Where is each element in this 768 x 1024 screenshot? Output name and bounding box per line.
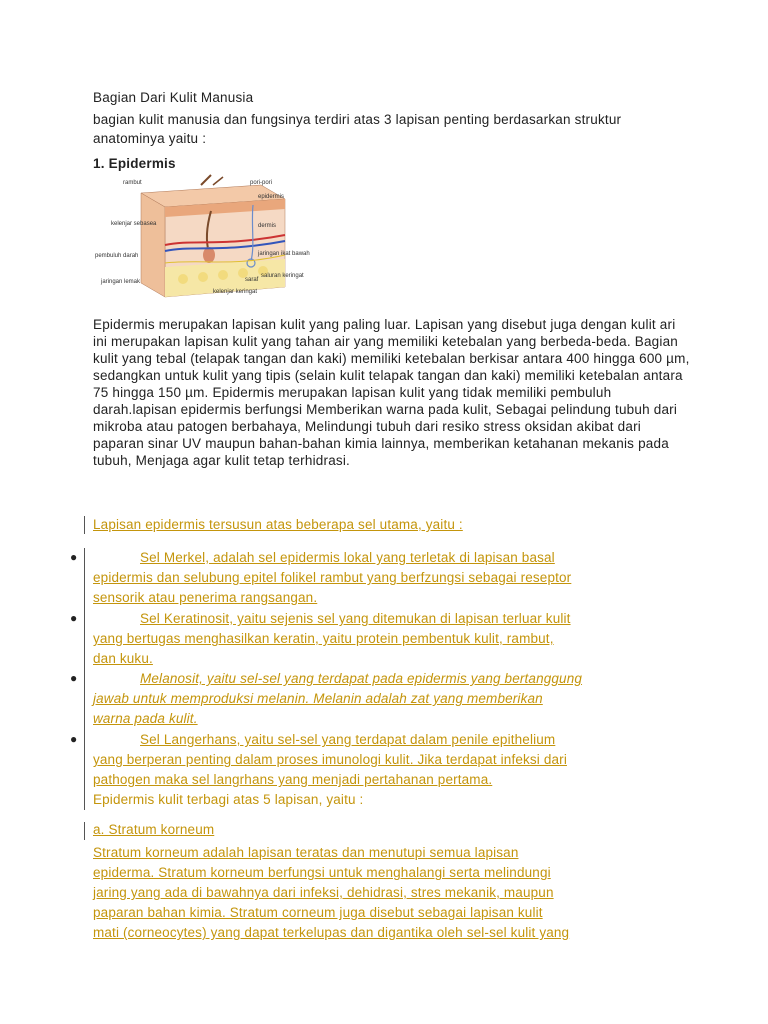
label-epidermis: epidermis [258, 194, 285, 200]
list-item-merkel[interactable]: Sel Merkel, adalah sel epidermis lokal yang terletak di lapisan basal epidermis dan selubung epitel folikel rambut yang berfzungsi sebagai reseptor sensorik atau penerima rangsangan. [93, 550, 572, 605]
label-kelenjar-keringat: kelenjar keringat [213, 289, 258, 295]
label-saraf: saraf [245, 277, 259, 283]
list-bar [84, 548, 85, 810]
epidermis-paragraph: Epidermis merupakan lapisan kulit yang paling luar. Lapisan yang disebut juga dengan kulit ari ini merupakan lapisan kulit yang tahan air yang memiliki ketebalan yang berbeda-beda. Bagian kulit yang tebal (telapak tangan dan kaki) memiliki ketebalan berkisar antara 400 hingga 600 µm, sedangkan untuk kulit yang tipis (selain kulit telapak tangan dan kaki) memiliki ketebalan antara 75 hingga 150 µm. Epidermis merupakan lapisan kulit yang tidak memiliki pembuluh darah.lapisan epidermis berfungsi Memberikan warna pada kulit, Sebagai pelindung tubuh dari mikroba atau patogen berbahaya, Melindungi tubuh dari resiko stress oksidan akibat dari paparan sinar UV maupun bahan-bahan kimia lainnya, memberikan ketahanan mekanis pada tubuh, Menjaga agar kulit tetap terhidrasi. [93, 317, 690, 468]
cells-intro-link[interactable]: Lapisan epidermis tersusun atas beberapa sel utama, yaitu : [93, 517, 463, 532]
label-dermis: dermis [258, 223, 277, 229]
bullet-dot: ● [70, 732, 78, 746]
bullet-dot: ● [70, 550, 78, 564]
list-item-keratinosit[interactable]: Sel Keratinosit, yaitu sejenis sel yang ditemukan di lapisan terluar kulit yang bertugas menghasilkan keratin, yaitu protein pembentuk kulit, rambut, dan kuku. [93, 611, 571, 666]
bullet-dot: ● [70, 611, 78, 625]
stratum-korneum-heading[interactable]: a. Stratum korneum [93, 822, 215, 837]
quote-bar [84, 516, 85, 534]
skin-diagram [93, 175, 310, 303]
stratum-korneum-paragraph[interactable]: Stratum korneum adalah lapisan teratas dan menutupi semua lapisan epiderma. Stratum korneum berfungsi untuk menghalangi serta melindungi jaring yang ada di bawahnya dari infeksi, dehidrasi, stres mekanik, maupun paparan bahan kimia. Stratum corneum juga disebut sebagai lapisan kulit mati (corneocytes) yang dapat terkelupas dan digantika oleh sel-sel kulit yang [93, 845, 570, 940]
bullet-dot: ● [70, 671, 78, 685]
section-heading-epidermis: 1. Epidermis [93, 156, 176, 171]
label-jaringan-ikat-bawah: jaringan ikat bawah [258, 251, 310, 257]
label-kelenjar-sebasea: kelenjar sebasea [111, 221, 157, 227]
document-title: Bagian Dari Kulit Manusia [93, 90, 254, 105]
layers-intro: Epidermis kulit terbagi atas 5 lapisan, yaitu : [93, 792, 364, 807]
quote-bar [84, 822, 85, 840]
list-item-melanosit[interactable]: Melanosit, yaitu sel-sel yang terdapat pada epidermis yang bertanggung jawab untuk memproduksi melanin. Melanin adalah zat yang memberikan warna pada kulit. [93, 671, 583, 726]
label-saluran-keringat: saluran keringat [261, 273, 304, 279]
intro-paragraph: bagian kulit manusia dan fungsinya terdiri atas 3 lapisan penting berdasarkan struktur anatominya yaitu : [93, 112, 622, 146]
label-jaringan-lemak: jaringan lemak [101, 279, 141, 285]
label-pembuluh-darah: pembuluh darah [95, 253, 139, 259]
label-rambut: rambut [123, 180, 142, 186]
list-item-langerhans[interactable]: Sel Langerhans, yaitu sel-sel yang terdapat dalam penile epithelium yang berperan penting dalam proses imunologi kulit. Jika terdapat infeksi dari pathogen maka sel langrhans yang menjadi pertahanan pertama. [93, 732, 567, 787]
label-pori: pori-pori [250, 180, 273, 186]
